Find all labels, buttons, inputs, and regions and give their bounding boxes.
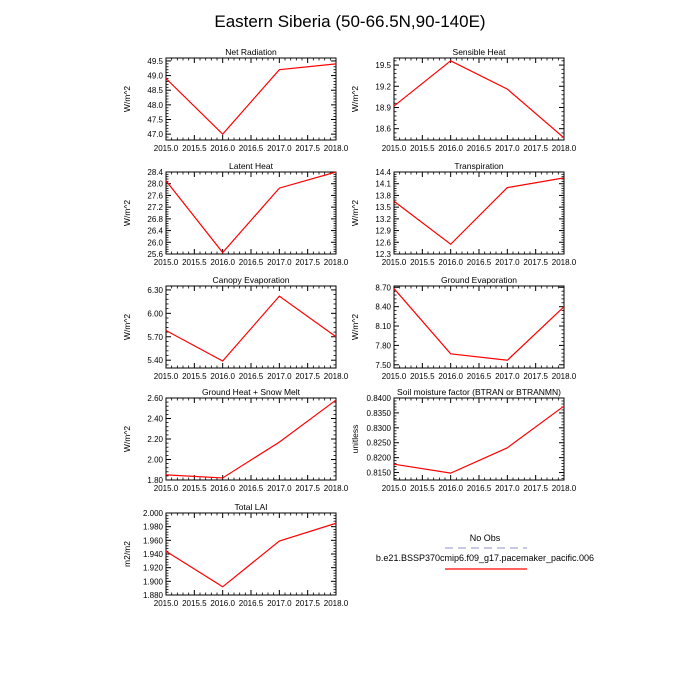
x-tick-label: 2016.5	[466, 258, 492, 267]
panel-title: Transpiration	[454, 161, 504, 171]
x-tick-label: 2018.0	[551, 484, 577, 493]
x-tick-label: 2016.0	[210, 258, 235, 267]
legend	[376, 533, 594, 569]
y-axis-label: unitless	[350, 424, 360, 454]
panel-title: Ground Evaporation	[440, 275, 518, 285]
y-axis-label: W/m^2	[122, 313, 132, 341]
y-tick-label: 1.900	[142, 577, 163, 587]
y-tick-label: 6.30	[147, 285, 163, 295]
x-tick-label: 2017.0	[267, 599, 292, 608]
legend-model-label: b.e21.BSSP370cmip6.f09_g17.pacemaker_pacific.006	[375, 553, 595, 563]
y-tick-label: 6.00	[147, 309, 163, 319]
chart-panel	[122, 47, 349, 153]
y-tick-label: 19.2	[375, 82, 391, 92]
x-tick-label: 2017.0	[267, 144, 292, 153]
x-tick-label: 2018.0	[551, 144, 577, 153]
y-axis-label: W/m^2	[350, 313, 360, 341]
series-line	[394, 61, 564, 138]
y-tick-label: 26.4	[147, 226, 163, 236]
x-tick-label: 2017.0	[267, 372, 292, 381]
x-tick-label: 2016.5	[238, 258, 264, 267]
x-tick-label: 2017.5	[295, 258, 320, 267]
y-tick-label: 5.40	[147, 356, 163, 366]
x-tick-label: 2015.5	[410, 258, 435, 267]
x-tick-label: 2015.0	[381, 144, 407, 153]
y-tick-label: 47.0	[147, 130, 163, 140]
panel-title: Soil moisture factor (BTRAN or BTRANMN)	[397, 387, 561, 397]
x-tick-label: 2015.0	[153, 144, 179, 153]
x-tick-label: 2017.0	[267, 484, 292, 493]
x-tick-label: 2016.0	[438, 484, 463, 493]
y-tick-label: 48.5	[147, 86, 163, 96]
y-tick-label: 2.40	[147, 414, 163, 424]
y-axis-label: W/m^2	[122, 199, 132, 227]
y-tick-label: 2.000	[142, 509, 163, 518]
panel-title: Total LAI	[234, 502, 268, 512]
x-tick-label: 2017.0	[495, 144, 520, 153]
x-tick-label: 2016.5	[238, 484, 264, 493]
y-tick-label: 49.5	[147, 56, 163, 66]
y-tick-label: 26.0	[147, 238, 163, 248]
y-tick-label: 18.6	[375, 124, 391, 134]
y-tick-label: 2.20	[147, 435, 163, 444]
y-tick-label: 18.9	[375, 103, 391, 113]
series-line	[166, 523, 336, 587]
y-axis-label: m2/m2	[122, 541, 132, 567]
y-tick-label: 1.940	[142, 550, 163, 559]
x-tick-label: 2018.0	[323, 484, 349, 493]
series-line	[394, 289, 564, 361]
panel-title: Sensible Heat	[452, 47, 506, 57]
x-tick-label: 2016.5	[466, 144, 492, 153]
series-line	[166, 400, 336, 478]
y-tick-label: 49.0	[147, 71, 163, 81]
x-tick-label: 2017.5	[523, 484, 548, 493]
series-line	[166, 64, 336, 134]
x-tick-label: 2016.0	[438, 144, 463, 153]
x-tick-label: 2015.5	[182, 258, 207, 267]
x-tick-label: 2018.0	[551, 372, 577, 381]
y-tick-label: 2.00	[147, 455, 163, 465]
x-tick-label: 2017.5	[295, 484, 320, 493]
y-tick-label: 19.5	[375, 61, 391, 71]
y-tick-label: 0.8200	[366, 453, 391, 463]
y-tick-label: 7.80	[375, 341, 391, 351]
x-tick-label: 2015.0	[381, 258, 407, 267]
y-tick-label: 8.40	[375, 302, 391, 312]
x-tick-label: 2016.0	[210, 372, 235, 381]
x-tick-label: 2015.5	[410, 372, 435, 381]
y-axis-label: W/m^2	[122, 425, 132, 453]
plot-frame	[166, 58, 336, 140]
x-tick-label: 2015.5	[182, 372, 207, 381]
y-tick-label: 27.6	[147, 191, 163, 201]
legend-obs-label: No Obs	[469, 533, 501, 543]
x-tick-label: 2015.5	[182, 484, 207, 493]
x-tick-label: 2018.0	[323, 599, 349, 608]
x-tick-label: 2015.0	[381, 484, 407, 493]
y-tick-label: 28.4	[147, 168, 163, 177]
x-tick-label: 2017.0	[495, 484, 520, 493]
y-tick-label: 0.8150	[366, 468, 391, 478]
x-tick-label: 2016.0	[438, 372, 463, 381]
y-tick-label: 25.6	[147, 250, 163, 259]
x-tick-label: 2018.0	[551, 258, 577, 267]
y-tick-label: 1.880	[142, 591, 163, 600]
panel-title: Ground Heat + Snow Melt	[201, 387, 301, 397]
y-tick-label: 14.1	[375, 179, 391, 189]
x-tick-label: 2015.0	[153, 372, 179, 381]
x-tick-label: 2015.0	[381, 372, 407, 381]
y-tick-label: 1.980	[142, 522, 163, 532]
y-tick-label: 7.50	[375, 360, 391, 370]
x-tick-label: 2017.5	[523, 144, 548, 153]
plot-frame	[394, 172, 564, 254]
x-tick-label: 2015.0	[153, 599, 179, 608]
x-tick-label: 2016.0	[210, 599, 235, 608]
x-tick-label: 2017.5	[295, 372, 320, 381]
panel-title: Latent Heat	[229, 161, 273, 171]
y-tick-label: 0.8400	[366, 394, 391, 403]
y-axis-label: W/m^2	[350, 85, 360, 113]
y-tick-label: 14.4	[375, 168, 391, 177]
x-tick-label: 2015.5	[410, 144, 435, 153]
y-tick-label: 8.10	[375, 322, 391, 332]
x-tick-label: 2016.5	[238, 372, 264, 381]
y-tick-label: 27.2	[147, 203, 163, 213]
y-tick-label: 12.9	[375, 226, 391, 236]
y-tick-label: 0.8250	[366, 438, 391, 448]
y-tick-label: 5.70	[147, 332, 163, 342]
x-tick-label: 2016.5	[238, 144, 264, 153]
y-tick-label: 12.3	[375, 250, 391, 259]
x-tick-label: 2017.0	[267, 258, 292, 267]
y-tick-label: 12.6	[375, 238, 391, 248]
chart-panel	[350, 47, 577, 153]
x-tick-label: 2015.0	[153, 484, 179, 493]
x-tick-label: 2015.5	[410, 484, 435, 493]
plot-frame	[394, 286, 564, 368]
y-tick-label: 13.8	[375, 191, 391, 201]
x-tick-label: 2018.0	[323, 372, 349, 381]
panel-title: Net Radiation	[225, 47, 277, 57]
figure-title: Eastern Siberia (50-66.5N,90-140E)	[214, 12, 486, 31]
y-tick-label: 28.0	[147, 179, 163, 189]
y-tick-label: 48.0	[147, 100, 163, 110]
x-tick-label: 2017.5	[295, 144, 320, 153]
chart-panel	[122, 502, 349, 608]
y-tick-label: 13.2	[375, 214, 391, 224]
x-tick-label: 2018.0	[323, 144, 349, 153]
series-line	[394, 406, 564, 473]
chart-panel	[350, 161, 577, 267]
series-line	[166, 296, 336, 361]
x-tick-label: 2015.5	[182, 599, 207, 608]
y-axis-label: W/m^2	[350, 199, 360, 227]
y-tick-label: 0.8350	[366, 408, 391, 418]
panels	[122, 47, 577, 608]
x-tick-label: 2015.5	[182, 144, 207, 153]
chart-panel	[122, 161, 349, 267]
y-tick-label: 8.70	[375, 283, 391, 293]
x-tick-label: 2017.5	[295, 599, 320, 608]
series-line	[394, 178, 564, 244]
chart-panel	[350, 275, 577, 381]
y-tick-label: 47.5	[147, 115, 163, 125]
x-tick-label: 2016.0	[210, 144, 235, 153]
y-tick-label: 1.80	[147, 476, 163, 485]
plot-frame	[166, 286, 336, 368]
x-tick-label: 2017.5	[523, 372, 548, 381]
x-tick-label: 2017.5	[523, 258, 548, 267]
x-tick-label: 2017.0	[495, 258, 520, 267]
y-tick-label: 0.8300	[366, 423, 391, 433]
series-line	[166, 172, 336, 253]
y-tick-label: 1.960	[142, 536, 163, 546]
x-tick-label: 2015.0	[153, 258, 179, 267]
panel-title: Canopy Evaporation	[212, 275, 290, 285]
y-axis-label: W/m^2	[122, 85, 132, 113]
plot-frame	[166, 398, 336, 480]
y-tick-label: 26.8	[147, 214, 163, 224]
x-tick-label: 2016.0	[438, 258, 463, 267]
x-tick-label: 2018.0	[323, 258, 349, 267]
y-tick-label: 2.60	[147, 394, 163, 403]
chart-panel	[350, 387, 577, 493]
y-tick-label: 1.920	[142, 563, 163, 573]
plot-frame	[394, 58, 564, 140]
x-tick-label: 2016.5	[466, 484, 492, 493]
x-tick-label: 2016.0	[210, 484, 235, 493]
x-tick-label: 2016.5	[466, 372, 492, 381]
plot-frame	[166, 513, 336, 595]
x-tick-label: 2017.0	[495, 372, 520, 381]
chart-panel	[122, 275, 349, 381]
y-tick-label: 13.5	[375, 203, 391, 213]
chart-panel	[122, 387, 349, 493]
x-tick-label: 2016.5	[238, 599, 264, 608]
